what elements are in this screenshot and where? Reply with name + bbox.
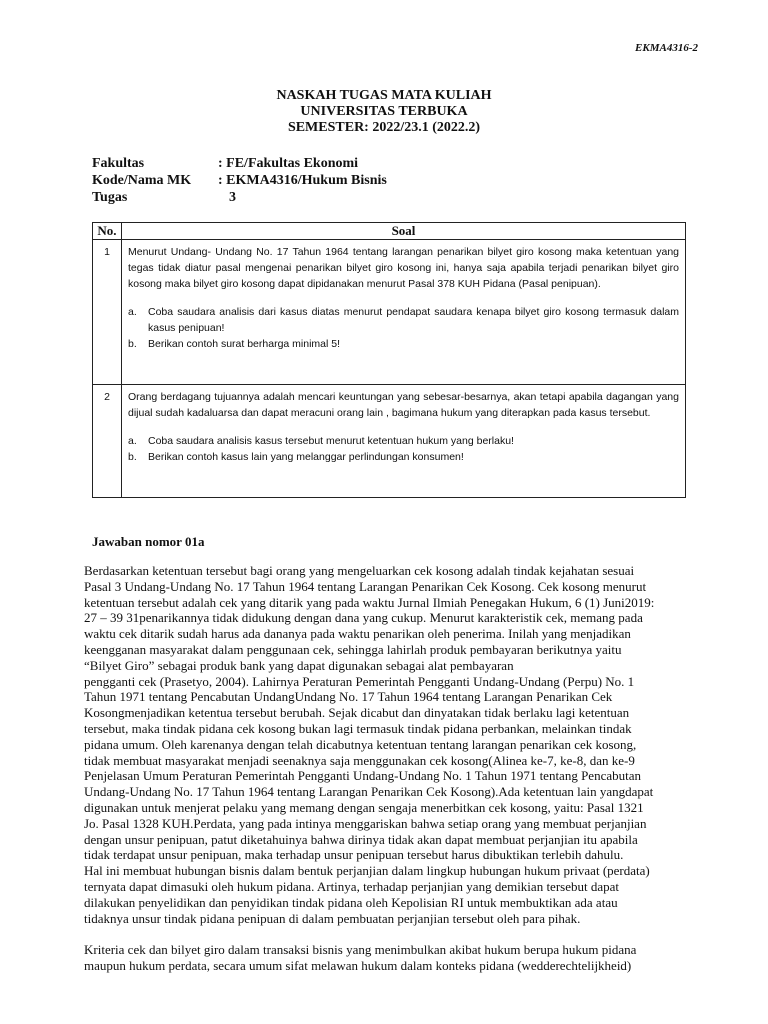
answer-line: Hal ini membuat hubungan bisnis dalam bentuk perjanjian dalam lingkup hubungan hukum privaat (perdata) (84, 863, 650, 879)
answer-line: pengganti cek (Prasetyo, 2004). Lahirnya Peraturan Pemerintah Pengganti Undang-Undang (Perpu) No. 1 (84, 673, 635, 689)
fakultas-row (92, 155, 387, 172)
column-header-no: No. (93, 223, 122, 240)
answer-line: Jo. Pasal 1328 KUH.Perdata, yang pada intinya menggariskan bahwa setiap orang yang membuat perjanjian (84, 815, 647, 831)
sub-question-text: Berikan contoh surat berharga minimal 5! (148, 338, 341, 350)
question-number: 1 (93, 240, 122, 385)
sub-question-text: Coba saudara analisis dari kasus diatas menurut pendapat saudara kenapa bilyet giro kosong termasuk dalam kasus penipuan! (148, 306, 679, 334)
table-header-row (93, 223, 686, 240)
answer-line: Pasal 3 Undang-Undang No. 17 Tahun 1964 tentang Larangan Penarikan Cek Kosong. Cek kosong menurut (84, 578, 647, 594)
sub-question (128, 449, 679, 465)
fakultas-label: Fakultas (92, 156, 145, 171)
question-number: 2 (93, 385, 122, 498)
answer-line: tidak terdapat unsur penipuan, maka terhadap unsur penipuan tersebut harus dibuktikan terlebih dahulu. (84, 847, 624, 863)
tugas-label: Tugas (92, 190, 128, 205)
table-row (93, 385, 686, 498)
answer-line: dengan unsur penipuan, patut diketahuinya bahwa dirinya tidak akan dapat membuat perjanjian itu apabila (84, 831, 638, 847)
column-header-soal: Soal (122, 223, 686, 240)
question-text: Menurut Undang- Undang No. 17 Tahun 1964 tentang larangan penarikan bilyet giro kosong maka ketentuan yang tegas tidak diatur pasal mengenai penarikan bilyet giro kosong ini, hanya saja apabila terjadi penarikan bilyet giro kosong maka bilyet giro kosong dapat dipidanakan menurut Pasal 378 KUH Pidana (Pasal penipuan). (128, 246, 679, 290)
answer-line: Penjelasan Umum Peraturan Pemerintah Pengganti Undang-Undang No. 1 Tahun 1971 tentang Pencabutan (84, 768, 642, 784)
sub-question-letter: b. (128, 338, 137, 350)
answer-line: “Bilyet Giro” sebagai produk bank yang dapat digunakan sebagai alat pembayaran (84, 657, 514, 673)
answer-body (84, 563, 696, 974)
heading-line-3: SEMESTER: 2022/23.1 (2022.2) (287, 120, 481, 135)
answer-line: Kosongmenjadikan ketentua tersebut berubah. Sejak dicabut dan dinyatakan tidak berlaku lagi ketentuan (84, 705, 630, 721)
tugas-row (92, 189, 387, 206)
document-heading (0, 88, 768, 136)
answer-line: pidana umum. Oleh karenanya dengan telah dicabutnya ketentuan tentang larangan penarikan cek kosong, (84, 736, 637, 752)
answer-line: tersebut, maka tindak pidana cek kosong bukan lagi termasuk tindak pidana perbankan, melainkan tindak (84, 720, 632, 736)
sub-question (128, 433, 679, 449)
sub-question-list (128, 433, 679, 465)
kode-row (92, 172, 387, 189)
answer-line: Kriteria cek dan bilyet giro dalam transaksi bisnis yang menimbulkan akibat hukum berupa hukum pidana (84, 942, 637, 958)
kode-value: : EKMA4316/Hukum Bisnis (218, 173, 387, 188)
answer-line: digunakan untuk menjerat pelaku yang memang dengan sengaja menerbitkan cek kosong, yaitu: Pasal 1321 (84, 799, 644, 815)
question-text: Orang berdagang tujuannya adalah mencari keuntungan yang sebesar-besarnya, akan tetapi apabila dagangan yang dijual sudah kadaluarsa dan dapat meracuni orang lain , bagimana hukum yang diterapkan pada kasus tersebut. (128, 391, 679, 419)
answer-line: ketentuan tersebut adalah cek yang ditarik yang pada waktu Jurnal Ilmiah Penegakan Hukum, 6 (1) Juni2019: (84, 594, 655, 610)
answer-line: keengganan masyarakat dalam penggunaan cek, sehingga lahirlah produk pembayaran berikutnya yaitu (84, 641, 622, 657)
fakultas-value: : FE/Fakultas Ekonomi (218, 156, 359, 171)
questions-table (92, 222, 686, 498)
course-info (92, 155, 387, 206)
heading-line-2: UNIVERSITAS TERBUKA (300, 104, 468, 119)
answer-line: maupun hukum perdata, secara umum sifat melawan hukum dalam konteks pidana (wedderechtelijkheid) (84, 958, 632, 974)
question-cell (122, 240, 686, 385)
answer-line: waktu cek ditarik sudah harus ada dananya pada waktu penarikan oleh penerima. Inilah yang menjadikan (84, 626, 631, 642)
document-code: EKMA4316-2 (635, 42, 698, 54)
answer-line: Undang-Undang No. 17 Tahun 1964 tentang Larangan Penarikan Cek Kosong).Ada ketentuan lain yangdapat (84, 784, 654, 800)
table-row (93, 240, 686, 385)
heading-line-1: NASKAH TUGAS MATA KULIAH (276, 88, 492, 103)
paragraph-gap (84, 926, 696, 942)
tugas-value: 3 (229, 190, 236, 205)
answer-line: ternyata dapat dimasuki oleh hukum pidana. Artinya, terhadap perjanjian yang demikian tersebut dapat (84, 878, 619, 894)
answer-line: tidak membuat masyarakat menjadi seenaknya saja menggunakan cek kosong(Alinea ke-7, ke-8, dan ke-9 (84, 752, 635, 768)
sub-question-letter: a. (128, 306, 137, 318)
answer-title: Jawaban nomor 01a (92, 534, 205, 549)
sub-question-letter: a. (128, 435, 137, 447)
answer-line: dilakukan penyelidikan dan penyidikan tindak pidana oleh Kepolisian RI untuk membuktikan ada atau (84, 894, 618, 910)
sub-question-letter: b. (128, 451, 137, 463)
question-cell (122, 385, 686, 498)
sub-question (128, 304, 679, 336)
answer-line: 27 – 39 31penarikannya tidak didukung dengan dana yang cukup. Menurut karakteristik cek, memang pada (84, 610, 643, 626)
answer-line: Berdasarkan ketentuan tersebut bagi orang yang mengeluarkan cek kosong adalah tindak kejahatan sesuai (84, 563, 635, 578)
sub-question-text: Berikan contoh kasus lain yang melanggar perlindungan konsumen! (148, 451, 464, 463)
kode-label: Kode/Nama MK (92, 173, 192, 188)
answer-line: tidaknya unsur tindak pidana penipuan di dalam pembuatan perjanjian tersebut oleh para pihak. (84, 910, 581, 926)
sub-question-list (128, 304, 679, 352)
answer-line: Tahun 1971 tentang Pencabutan UndangUndang No. 17 Tahun 1964 tentang Larangan Penarikan Cek (84, 689, 613, 705)
sub-question-text: Coba saudara analisis kasus tersebut menurut ketentuan hukum yang berlaku! (148, 435, 514, 447)
sub-question (128, 336, 679, 352)
